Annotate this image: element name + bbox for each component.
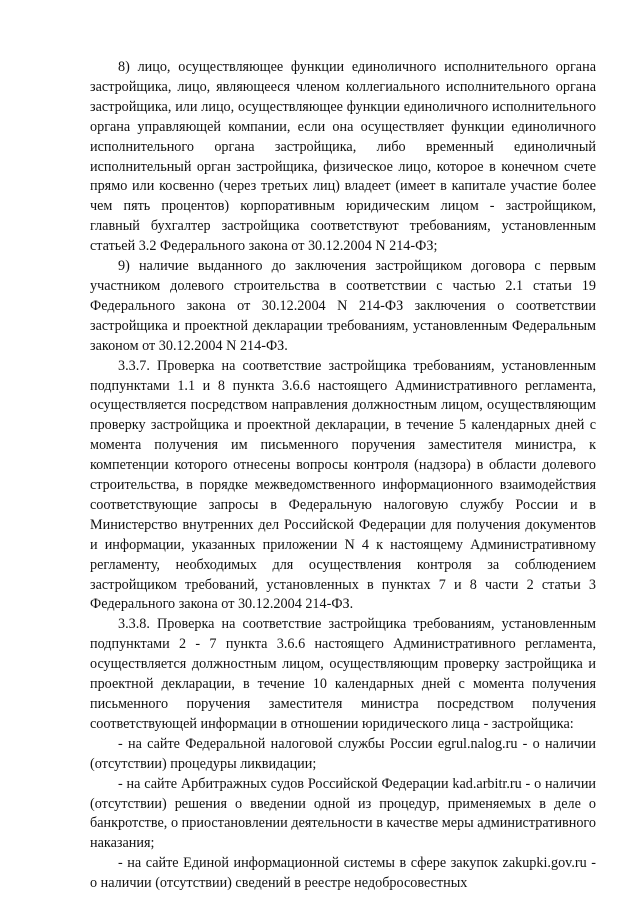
paragraph-item-8: 8) лицо, осуществляющее функции единоличного исполнительного органа застройщика, лицо, являющееся членом коллегиального исполнительного органа застройщика, или лицо, осуществляющее функции единоличного исполнительного органа управляющей компании, если она осуществляет функции единоличного исполнительного органа застройщика, либо временный единоличный исполнительный орган застройщика, физическое лицо, которое в конечном счете прямо или косвенно (через третьих лиц) владеет (имеет в капитале участие более чем пять процентов) корпоративным юридическим лицом - застройщиком, главный бухгалтер застройщика соответствуют требованиям, установленным статьей 3.2 Федерального закона от 30.12.2004 N 214-ФЗ; — [90, 59, 596, 255]
list-item-zakupki: - на сайте Единой информационной системы в сфере закупок zakupki.gov.ru - о наличии (отсутствии) сведений в реестре недобросовестных — [90, 855, 596, 892]
list-item-kad-arbitr: - на сайте Арбитражных судов Российской Федерации kad.arbitr.ru - о наличии (отсутствии) решения о введении одной из процедур, применяемых в деле о банкротстве, о приостановлении деятельности в качестве меры административного наказания; — [90, 775, 596, 852]
paragraph-item-9: 9) наличие выданного до заключения застройщиком договора с первым участником долевого строительства в соответствии с частью 2.1 статьи 19 Федерального закона от 30.12.2004 N 214-ФЗ заключения о соответствии застройщика и проектной декларации требованиям, установленным Федеральным законом от 30.12.2004 N 214-ФЗ. — [90, 258, 596, 354]
list-item-egrul: - на сайте Федеральной налоговой службы России egrul.nalog.ru - о наличии (отсутствии) процедуры ликвидации; — [90, 735, 596, 772]
paragraph-3-3-8: 3.3.8. Проверка на соответствие застройщика требованиям, установленным подпунктами 2 - 7 пункта 3.6.6 настоящего Административного регламента, осуществляется должностным лицом, осуществляющим проверку застройщика и проектной декларации, в течение 10 календарных дней с момента получения письменного поручения заместителя министра посредством получения соответствующей информации в отношении юридического лица - застройщика: — [90, 616, 596, 732]
paragraph-3-3-7: 3.3.7. Проверка на соответствие застройщика требованиям, установленным подпунктами 1.1 и 8 пункта 3.6.6 настоящего Административного регламента, осуществляется посредством направления должностным лицом, осуществляющим проверку застройщика и проектной декларации, в течение 5 календарных дней с момента получения им письменного поручения заместителя министра, к компетенции которого отнесены вопросы контроля (надзора) в области долевого строительства, в порядке межведомственного информационного взаимодействия соответствующие запросы в Федеральную налоговую службу России и в Министерство внутренних дел Российской Федерации для получения документов и информации, указанных приложении N 4 к настоящему Административному регламенту, необходимых для осуществления контроля за соблюдением застройщиком требований, установленных в пунктах 7 и 8 части 2 статьи 3 Федерального закона от 30.12.2004 214-ФЗ. — [90, 357, 596, 613]
